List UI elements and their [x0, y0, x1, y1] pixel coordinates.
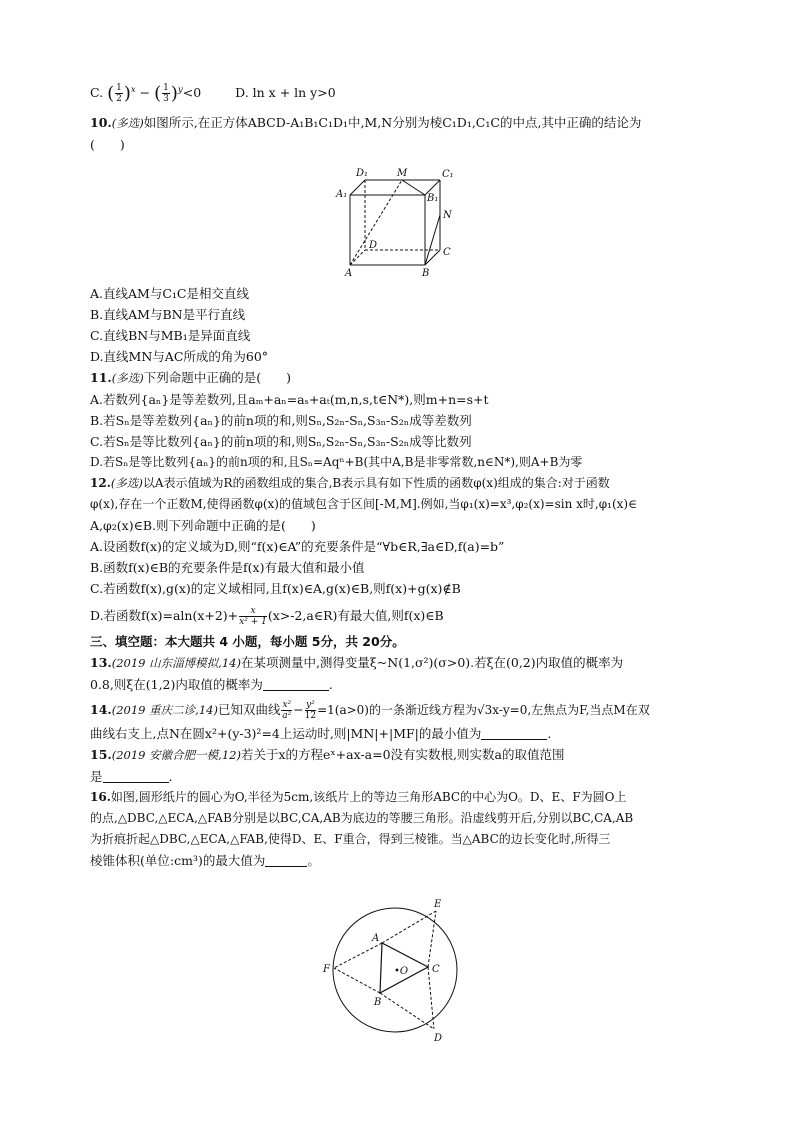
- q11-stem-text: 下列命题中正确的是( ): [143, 370, 291, 385]
- q12-option-b: B.函数f(x)∈B的充要条件是f(x)有最大值和最小值: [90, 560, 365, 575]
- label-a1: A₁: [336, 189, 348, 200]
- q9-c-minus: −: [139, 85, 151, 100]
- fold-bf: [334, 968, 380, 993]
- q12-option-d: [90, 605, 710, 627]
- label-a: A: [345, 268, 353, 278]
- edge-a1d1: [350, 180, 365, 195]
- segment-am: [350, 180, 402, 265]
- fold-cd: [428, 967, 434, 1029]
- label-c1: C₁: [442, 169, 454, 180]
- fold-bd: [380, 993, 434, 1029]
- q13-source: (2019 山东淄博模拟,14): [111, 656, 241, 670]
- q10-stem: [90, 112, 710, 134]
- edge-ad: [350, 250, 365, 265]
- q9-option-d: D. ln x + ln y>0: [235, 85, 336, 100]
- q13-line1: [90, 652, 710, 674]
- q12-stem-line1: [90, 473, 710, 494]
- fold-ae: [382, 911, 436, 943]
- q12-option-d-frac: $\frac{x}{\text{x² + 1}}$: [239, 606, 267, 627]
- circle-triangle-figure: [320, 895, 470, 1045]
- label-c: C: [432, 964, 440, 975]
- q14-line1: 14.(2019 重庆二诊,14)已知双曲线 $\frac{\text{x²}}{\text{a²}}$ − $\frac{\text{y²}}{12}$ =1(a>0)的一条渐近线方程为√3x-y=0,左焦点为F,当点M在双: [90, 700, 650, 721]
- q15-line1: 15.(2019 安徽合肥一模,12)若关于x的方程eˣ+ax-a=0没有实数根,则实数a的取值范围: [90, 747, 565, 762]
- q12-stem-line2: φ(x),存在一个正数M,使得函数φ(x)的值域包含于区间[-M,M].例如,当φ₁(x)=x³,φ₂(x)=sin x时,φ₁(x)∈: [90, 497, 637, 511]
- q15-source: (2019 安徽合肥一模,12): [111, 748, 241, 762]
- q9-c-tail: <0: [182, 85, 202, 100]
- q11-stem: [90, 367, 710, 389]
- q12-option-a: A.设函数f(x)的定义域为D,则“f(x)∈A”的充要条件是“∀b∈R,∃a∈D,f(a)=b”: [90, 539, 505, 554]
- q11-option-d: D.若Sₙ是等比数列{aₙ}的前n项的和,且Sₙ=Aqⁿ+B(其中A,B是非零常数,n∈N*),则A+B为零: [90, 455, 583, 469]
- label-b: B: [374, 997, 382, 1008]
- q13-text1: 在某项测量中,测得变量ξ~N(1,σ²)(σ>0).若ξ在(0,2)内取值的概率为: [240, 655, 624, 670]
- q10-tag: (多选): [111, 116, 144, 130]
- q12-option-d-pre: D.若函数f(x)=aln(x+2)+: [90, 608, 239, 623]
- q16-number: 16.: [90, 790, 111, 804]
- q12-stem-text1: 以A表示值域为R的函数组成的集合,B表示具有如下性质的函数φ(x)组成的集合:对于函数: [142, 476, 610, 490]
- q13-answer-blank[interactable]: [263, 676, 329, 691]
- q16-line2: 的点,△DBC,△ECA,△FAB分别是以BC,CA,AB为底边的等腰三角形。沿虚线剪开后,分别以BC,CA,AB: [90, 811, 634, 825]
- label-d1: D₁: [356, 168, 369, 179]
- q12-option-c: C.若函数f(x),g(x)的定义域相同,且f(x)∈A,g(x)∈B,则f(x)+g(x)∉B: [90, 581, 461, 596]
- q11-tag: (多选): [111, 371, 144, 385]
- label-d: D: [434, 1033, 443, 1044]
- label-a: A: [372, 933, 380, 944]
- q14-number: 14.: [90, 702, 112, 717]
- q15-number: 15.: [90, 747, 112, 762]
- q9-c-frac1: $\frac{1}{2}$: [116, 83, 122, 104]
- q10-paren: ( ): [90, 137, 125, 152]
- q14-source: (2019 重庆二诊,14): [111, 703, 218, 717]
- q9-c-frac2: $\frac{1}{3}$: [163, 83, 169, 104]
- q10-option-a: A.直线AM与C₁C是相交直线: [90, 286, 249, 301]
- q11-option-a: A.若数列{aₙ}是等差数列,且aₘ+aₙ=aₛ+aₜ(m,n,s,t∈N*),则m+n=s+t: [90, 392, 489, 407]
- q12-stem-line3: A,φ₂(x)∈B.则下列命题中正确的是( ): [90, 518, 316, 533]
- q14-line2: 曲线右支上,点N在圆x²+(y-3)²=4上运动时,则|MN|+|MF|的最小值为 .: [90, 726, 552, 741]
- label-m: M: [397, 168, 408, 179]
- cube-figure: [330, 168, 470, 278]
- q13-line2: 0.8,则ξ在(1,2)内取值的概率为 .: [90, 677, 333, 692]
- q16-line1: 16.如图,圆形纸片的圆心为O,半径为5cm,该纸片上的等边三角形ABC的中心为O。D、E、F为圆O上: [90, 790, 627, 804]
- q9-options-line: C. ( $\frac{1}{2}$ )$^x$ − ( $\frac{1}{3}$ )$^y$<0 D. ln x + ln y>0: [90, 83, 336, 104]
- fold-af: [334, 943, 382, 968]
- label-e: E: [434, 899, 442, 910]
- q12-tag: (多选): [110, 476, 143, 490]
- q16-line4: 棱锥体积(单位:cm³)的最大值为 。: [90, 853, 320, 868]
- q11-option-c: C.若Sₙ是等比数列{aₙ}的前n项的和,则Sₙ,S₂ₙ-Sₙ,S₃ₙ-S₂ₙ成等比数列: [90, 434, 472, 449]
- q16-line3: 为折痕折起△DBC,△ECA,△FAB,使得D、E、F重合，得到三棱锥。当△ABC的边长变化时,所得三: [90, 832, 611, 846]
- q14-frac-y: $\frac{\text{y²}}{12}$: [304, 700, 317, 721]
- label-b1: B₁: [427, 193, 439, 204]
- label-n: N: [443, 210, 452, 221]
- segment-mb1: [402, 180, 425, 195]
- label-o: •O: [394, 966, 409, 977]
- q9-option-c-label: C.: [90, 85, 104, 100]
- label-f: F: [323, 964, 330, 975]
- label-b: B: [422, 268, 430, 278]
- q10-number: 10.: [90, 115, 112, 130]
- q12-number: 12.: [90, 476, 111, 490]
- q11-number: 11.: [90, 370, 112, 385]
- q16-answer-blank[interactable]: [265, 852, 307, 867]
- q10-option-c: C.直线BN与MB₁是异面直线: [90, 328, 251, 343]
- q13-number: 13.: [90, 655, 112, 670]
- q10-option-b: B.直线AM与BN是平行直线: [90, 307, 246, 322]
- q10-stem-text: 如图所示,在正方体ABCD-A₁B₁C₁D₁中,M,N分别为棱C₁D₁,C₁C的中点,其中正确的结论为: [143, 115, 642, 130]
- fold-ce: [428, 911, 436, 967]
- q12-option-d-post: (x>-2,a∈R)有最大值,则f(x)∈B: [267, 608, 444, 623]
- q9-c-exp1: x: [130, 84, 136, 95]
- q14-answer-blank[interactable]: [481, 725, 547, 740]
- q15-line2: 是 .: [90, 769, 173, 784]
- label-d: D: [369, 240, 378, 251]
- q10-option-d: D.直线MN与AC所成的角为60°: [90, 349, 269, 364]
- q11-option-b: B.若Sₙ是等差数列{aₙ}的前n项的和,则Sₙ,S₂ₙ-Sₙ,S₃ₙ-S₂ₙ成等差数列: [90, 413, 472, 428]
- section3-title: 三、填空题：本大题共 4 小题，每小题 5分，共 20分。: [90, 634, 405, 649]
- q15-answer-blank[interactable]: [103, 768, 169, 783]
- q9-c-exp2: y: [177, 84, 183, 95]
- q14-frac-x: $\frac{\text{x²}}{\text{a²}}$: [282, 700, 292, 721]
- label-c: C: [443, 247, 451, 258]
